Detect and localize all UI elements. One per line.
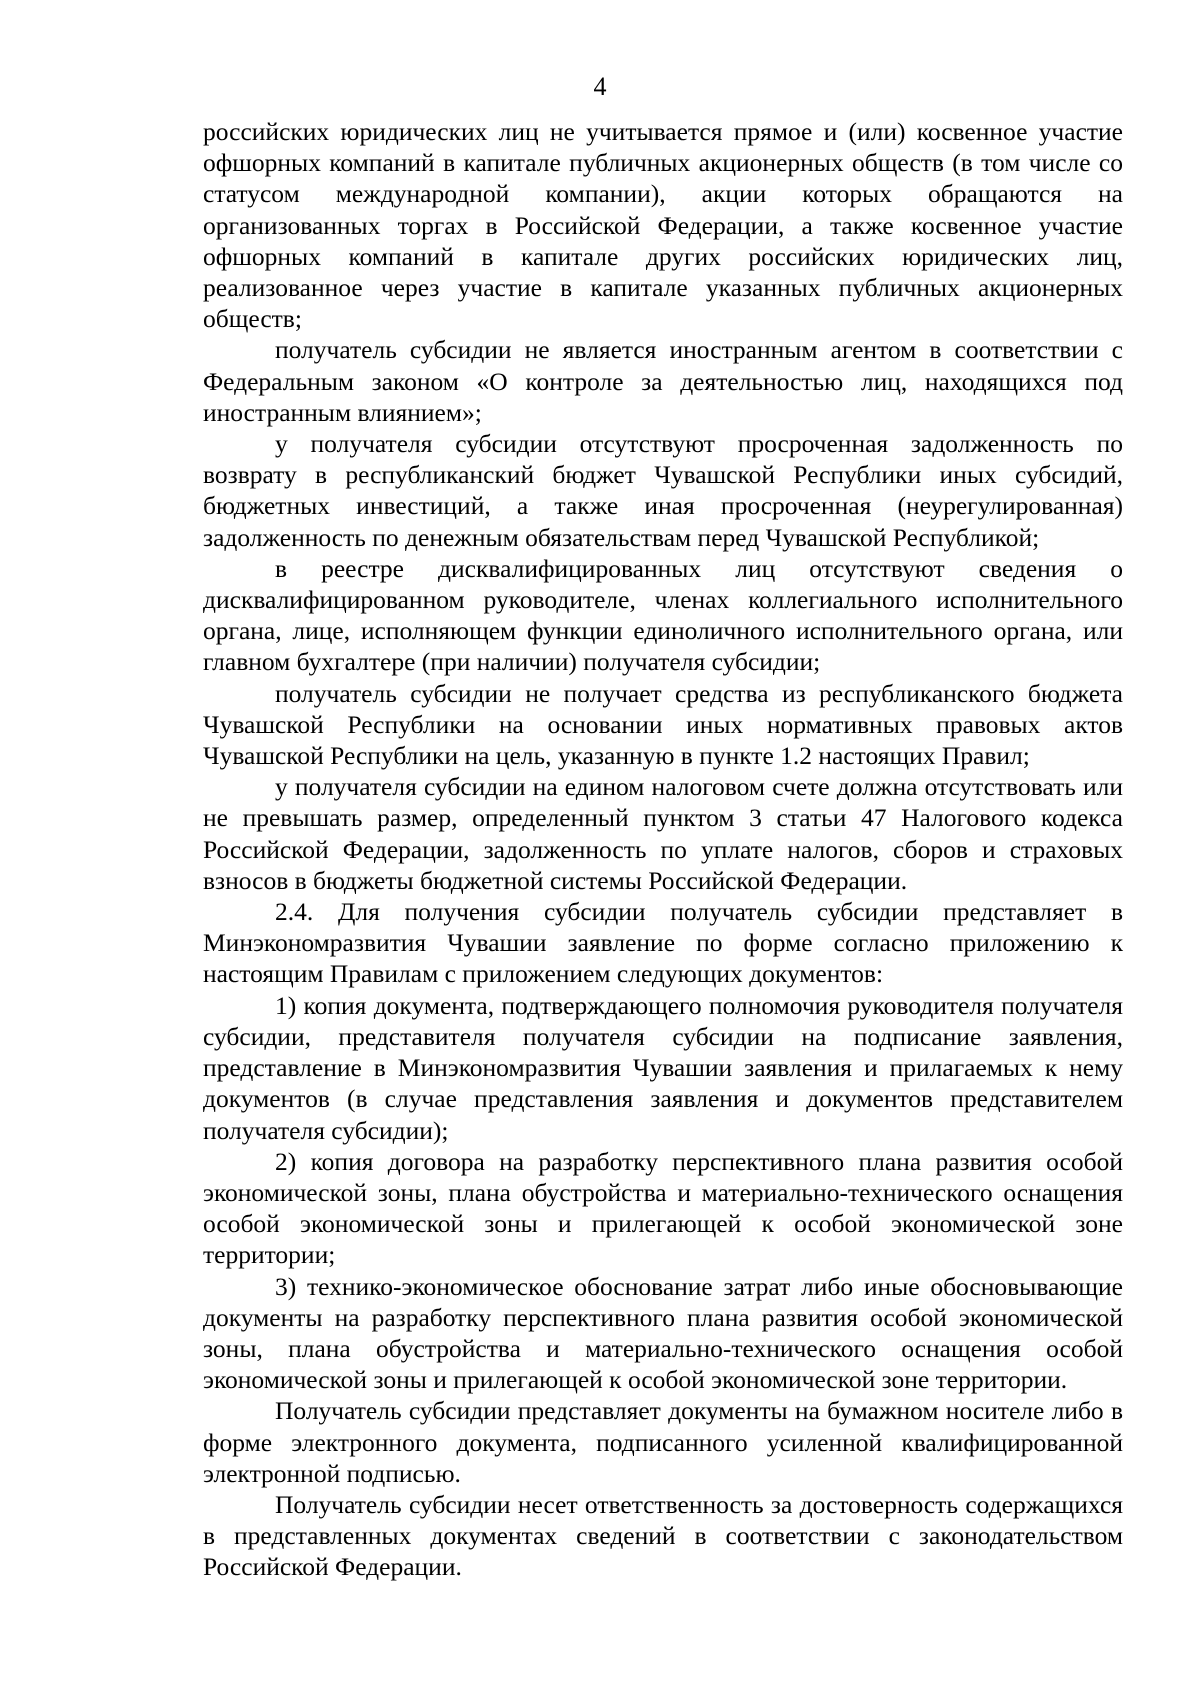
paragraph-document-form: Получатель субсидии представляет документы на бумажном носителе либо в форме электронного документа, подписанного усиленной квалифицированной электронной подписью. bbox=[203, 1396, 1123, 1488]
list-item-3: 3) технико-экономическое обоснование затрат либо иные обосновывающие документы на разработку перспективного плана развития особой экономической зоны, плана обустройства и материально-технического оснащения особой экономической зоны и прилегающей к особой экономической зоне территории. bbox=[203, 1271, 1123, 1395]
paragraph-foreign-agent: получатель субсидии не является иностранным агентом в соответствии с Федеральным законом «О контроле за деятельностью лиц, находящихся под иностранным влиянием»; bbox=[203, 335, 1123, 427]
paragraph-continuation: российских юридических лиц не учитывается прямое и (или) косвенное участие офшорных компаний в капитале публичных акционерных обществ (в том числе со статусом международной компании), акции которых обращаются на организованных торгах в Российской Федерации, а также косвенное участие офшорных компаний в капитале других российских юридических лиц, реализованное через участие в капитале указанных публичных акционерных обществ; bbox=[203, 117, 1123, 334]
paragraph-disqualified-persons: в реестре дисквалифицированных лиц отсутствуют сведения о дисквалифицированном руководителе, членах коллегиального исполнительного органа, лице, исполняющем функции единоличного исполнительного органа, или главном бухгалтере (при наличии) получателя субсидии; bbox=[203, 553, 1123, 677]
paragraph-other-funding: получатель субсидии не получает средства из республиканского бюджета Чувашской Республики на основании иных нормативных правовых актов Чувашской Республики на цель, указанную в пункте 1.2 настоящих Правил; bbox=[203, 678, 1123, 771]
paragraph-section-2-4: 2.4. Для получения субсидии получатель субсидии представляет в Минэкономразвития Чувашии заявление по форме согласно приложению к настоящим Правилам с приложением следующих документов: bbox=[203, 897, 1123, 989]
paragraph-responsibility: Получатель субсидии несет ответственность за достоверность содержащихся в представленных документах сведений в соответствии с законодательством Российской Федерации. bbox=[203, 1489, 1123, 1582]
page-number: 4 bbox=[593, 72, 607, 101]
document-body bbox=[203, 116, 1123, 1583]
paragraph-tax-debt: у получателя субсидии на едином налоговом счете должна отсутствовать или не превышать размер, определенный пунктом 3 статьи 47 Налогового кодекса Российской Федерации, задолженность по уплате налогов, сборов и страховых взносов в бюджеты бюджетной системы Российской Федерации. bbox=[203, 772, 1123, 895]
list-item-2: 2) копия договора на разработку перспективного плана развития особой экономической зоны, плана обустройства и материально-технического оснащения особой экономической зоны и прилегающей к особой экономической зоне территории; bbox=[203, 1146, 1123, 1270]
paragraph-overdue-debt: у получателя субсидии отсутствуют просроченная задолженность по возврату в республиканский бюджет Чувашской Республики иных субсидий, бюджетных инвестиций, а также иная просроченная (неурегулированная) задолженность по денежным обязательствам перед Чувашской Республикой; bbox=[203, 429, 1123, 552]
list-item-1: 1) копия документа, подтверждающего полномочия руководителя получателя субсидии, представителя получателя субсидии на подписание заявления, представление в Минэкономразвития Чувашии заявления и прилагаемых к нему документов (в случае представления заявления и документов представителем получателя субсидии); bbox=[203, 990, 1123, 1145]
